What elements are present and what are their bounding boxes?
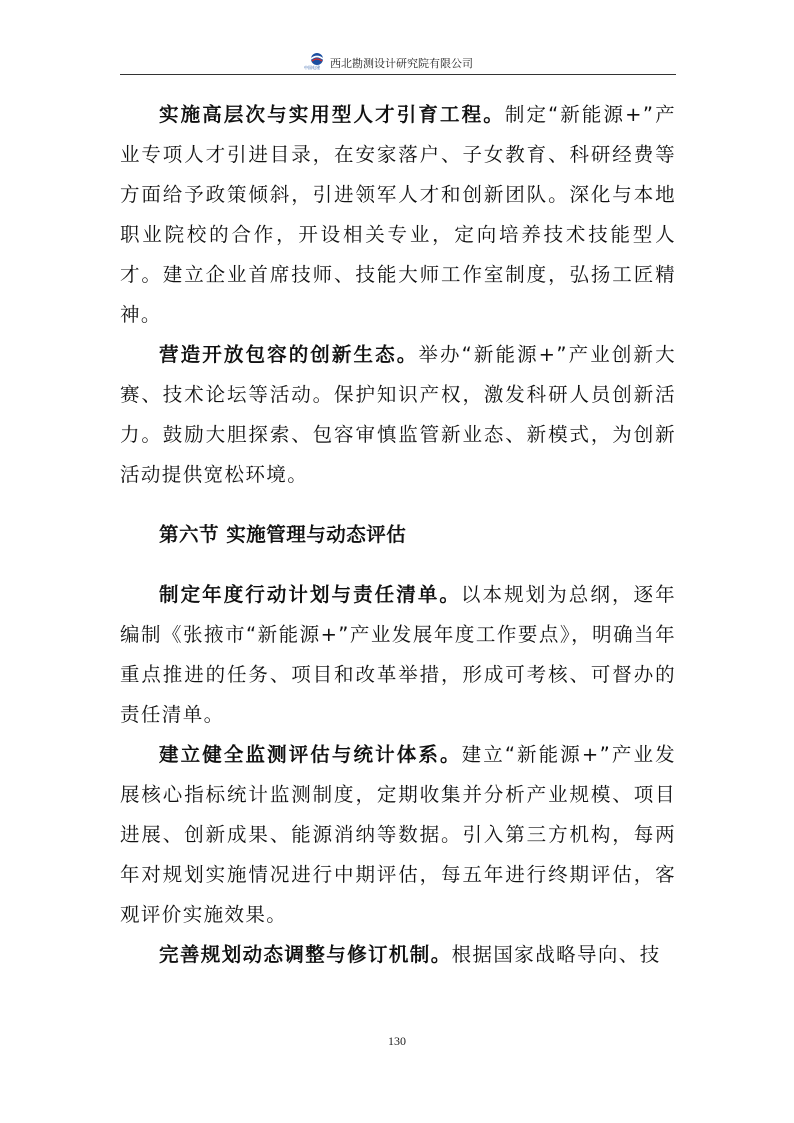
- paragraph-text: 根据国家战略导向、技: [451, 943, 661, 966]
- section-heading: 第六节 实施管理与动态评估: [159, 523, 407, 546]
- paragraph-adjustment: [120, 935, 676, 975]
- header-divider: [120, 74, 676, 75]
- paragraph-lead: 制定年度行动计划与责任清单。: [159, 583, 461, 606]
- paragraph-innovation: [120, 335, 676, 495]
- paragraph-text: 建立“新能源+”产业发展核心指标统计监测制度，定期收集并分析产业规模、项目进展、创新成果、能源消纳等数据。引入第三方机构，每两年对规划实施情况进行中期评估，每五年进行终期评估，客观评价实施效果。: [120, 743, 676, 926]
- paragraph-text: 举办“新能源+”产业创新大赛、技术论坛等活动。保护知识产权，激发科研人员创新活力。鼓励大胆探索、包容审慎监管新业态、新模式，为创新活动提供宽松环境。: [120, 343, 676, 486]
- document-body: [120, 95, 676, 975]
- company-name: 西北勘测设计研究院有限公司: [330, 57, 473, 70]
- paragraph-monitoring: [120, 735, 676, 935]
- paragraph-lead: 完善规划动态调整与修订机制。: [159, 943, 452, 966]
- page-header: [120, 52, 676, 74]
- paragraph-text: 制定“新能源+”产业专项人才引进目录，在安家落户、子女教育、科研经费等方面给予政策倾斜，引进领军人才和创新团队。深化与本地职业院校的合作，开设相关专业，定向培养技术技能型人才。建立企业首席技师、技能大师工作室制度，弘扬工匠精神。: [120, 103, 676, 326]
- paragraph-talent: [120, 95, 676, 335]
- paragraph-text: 以本规划为总纲，逐年编制《张掖市“新能源+”产业发展年度工作要点》，明确当年重点推进的任务、项目和改革举措，形成可考核、可督办的责任清单。: [120, 583, 676, 726]
- page-number: 130: [388, 1034, 406, 1048]
- paragraph-lead: 实施高层次与实用型人才引育工程。: [159, 103, 505, 126]
- logo-text: 中国电建: [304, 65, 320, 70]
- paragraph-lead: 建立健全监测评估与统计体系。: [159, 743, 462, 766]
- paragraph-annual-plan: [120, 575, 676, 735]
- paragraph-lead: 营造开放包容的创新生态。: [159, 343, 419, 366]
